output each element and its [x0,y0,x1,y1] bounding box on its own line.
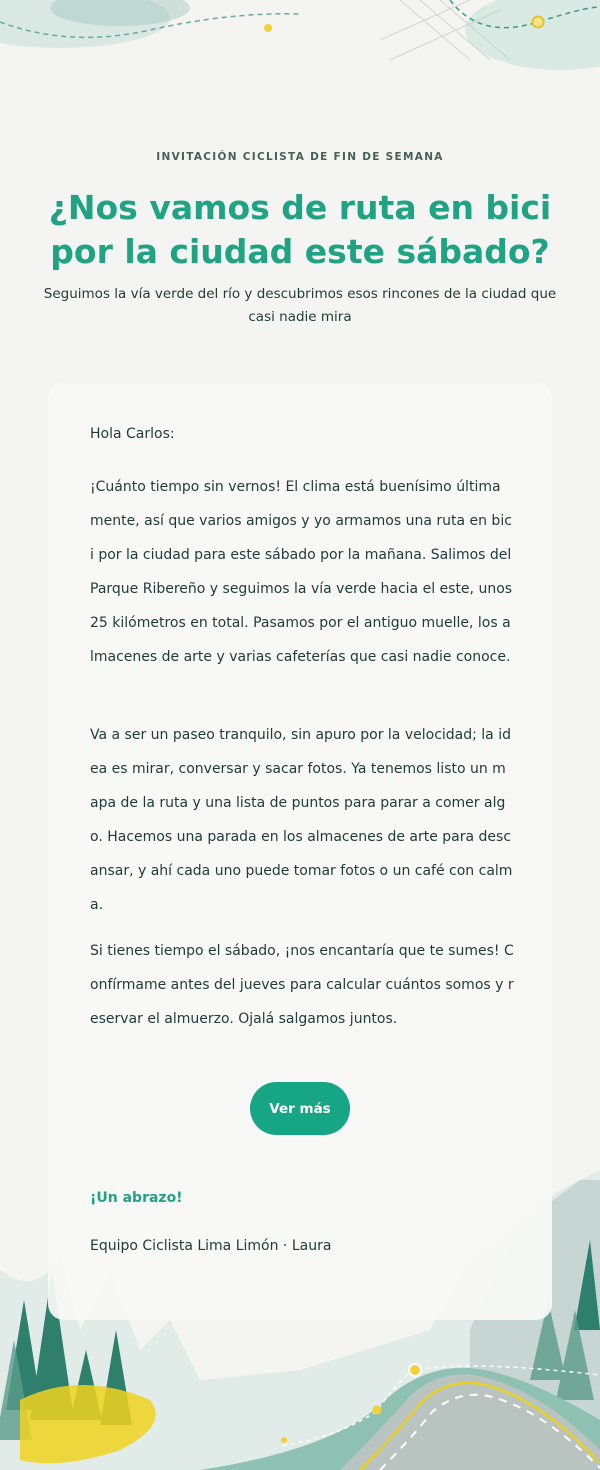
header-map-illustration [0,0,600,90]
email-eyebrow: INVITACIÓN CICLISTA DE FIN DE SEMANA [156,151,444,163]
email-subtitle: Seguimos la vía verde del río y descubrimos esos rincones de la ciudad que casi nadie mira [43,286,557,325]
signature: Equipo Ciclista Lima Limón · Laura [90,1238,332,1254]
route-marker-icon [264,24,272,32]
email-title: ¿Nos vamos de ruta en bici por la ciudad este sábado? [48,188,552,271]
route-marker-icon [373,1406,382,1415]
body-paragraph-2: Va a ser un paseo tranquilo, sin apuro por la velocidad; la idea es mirar, conversar y sacar fotos. Ya tenemos listo un mapa de la ruta y una lista de puntos para parar a comer algo. Hacemos una parada en los almacenes de arte para descansar, y ahí cada uno puede tomar fotos o un café con calma. [90,727,513,913]
body-paragraph-1: ¡Cuánto tiempo sin vernos! El clima está buenísimo últimamente, así que varios amigos y yo armamos una ruta en bici por la ciudad para este sábado por la mañana. Salimos del Parque Ribereño y seguimos la vía verde hacia el este, unos 25 kilómetros en total. Pasamos por el antiguo muelle, los almacenes de arte y varias cafeterías que casi nadie conoce. [90,479,513,665]
body-paragraph-3: Si tienes tiempo el sábado, ¡nos encantaría que te sumes! Confírmame antes del jueves para calcular cuántos somos y reservar el almuerzo. Ojalá salgamos juntos. [90,943,514,1027]
route-marker-icon [533,17,544,28]
signoff: ¡Un abrazo! [90,1190,183,1206]
see-more-button[interactable]: Ver más [250,1082,350,1135]
route-marker-icon [409,1364,421,1376]
greeting: Hola Carlos: [90,426,175,442]
route-marker-icon [281,1437,287,1443]
